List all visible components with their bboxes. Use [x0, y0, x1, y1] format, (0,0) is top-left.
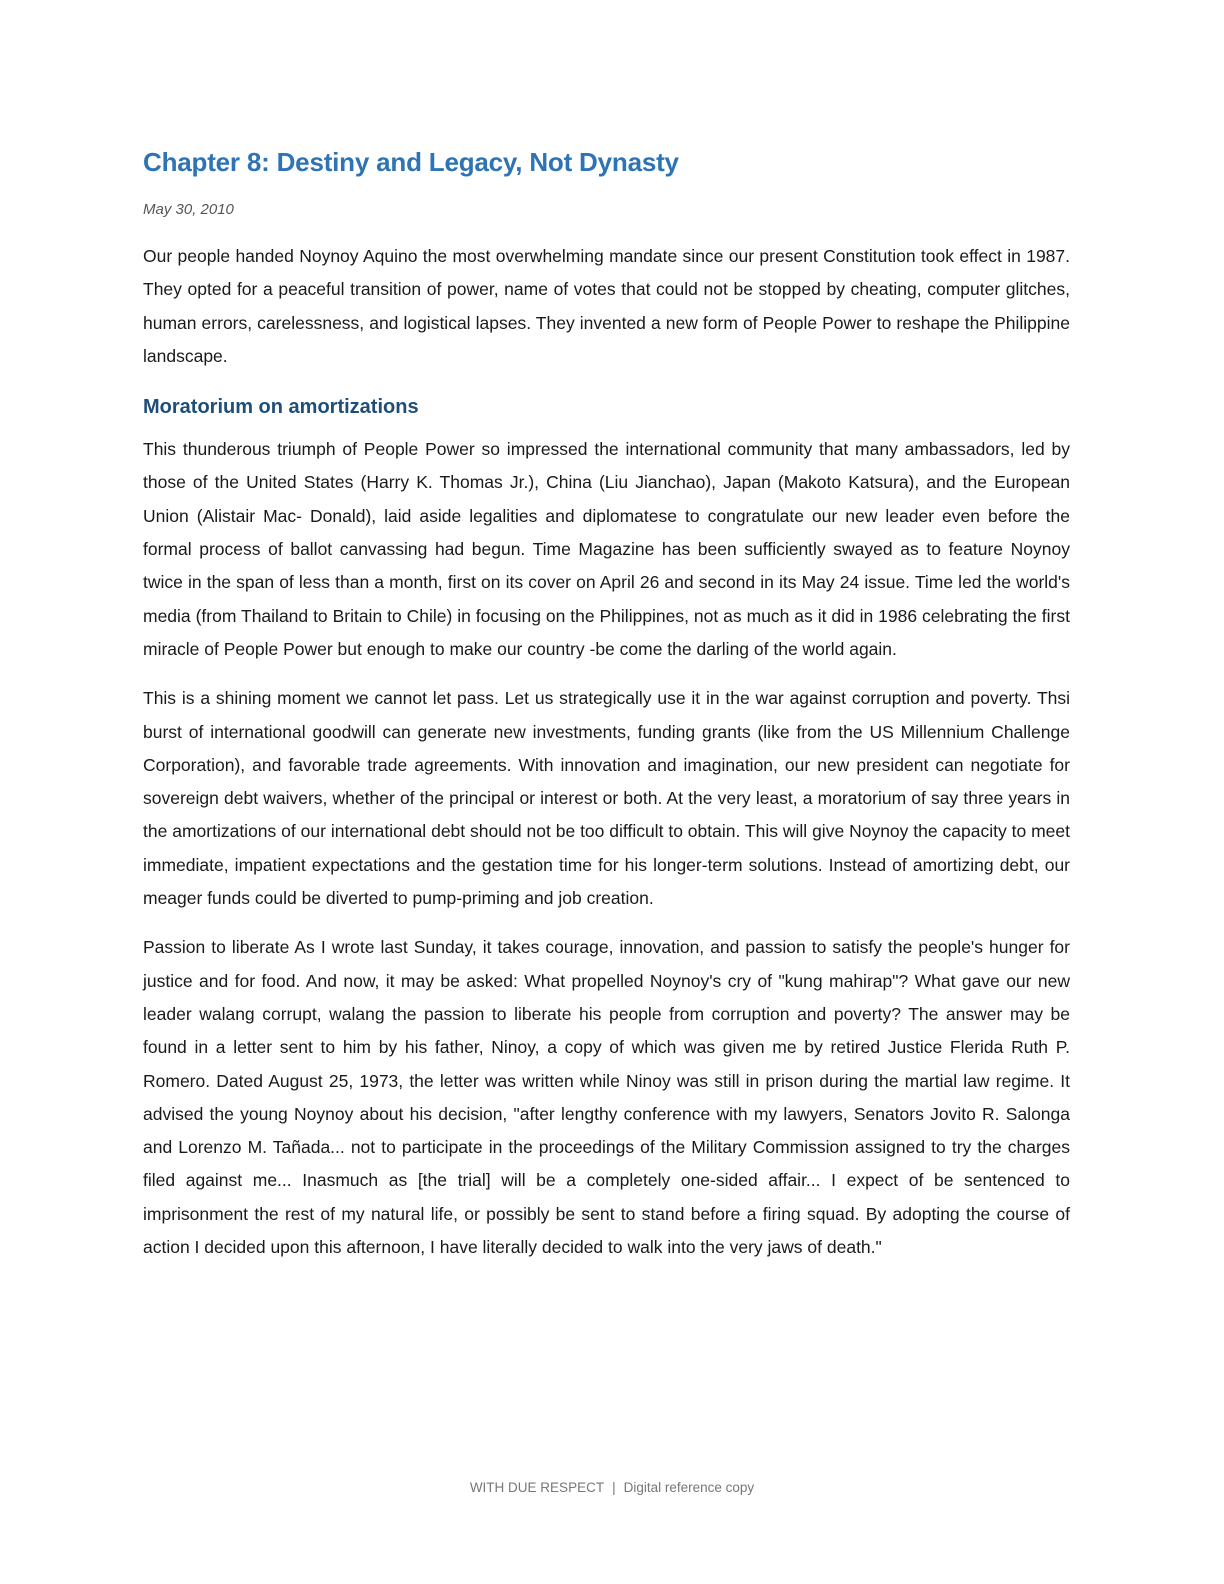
section-heading: Moratorium on amortizations	[143, 396, 419, 419]
footer-copy-note: Digital reference copy	[623, 1480, 755, 1495]
intro-paragraph: Our people handed Noynoy Aquino the most overwhelming mandate since our present Constitution took effect in 1987. They opted for a peaceful transition of power, name of votes that could not be stopped by cheating, computer glitches, human errors, carelessness, and logistical lapses. They invented a new form of People Power to reshape the Philippine landscape.	[143, 246, 1070, 366]
document-page	[143, 138, 1070, 1264]
page-footer	[0, 1478, 1224, 1498]
chapter-title: Chapter 8: Destiny and Legacy, Not Dynasty	[143, 147, 679, 177]
publication-date: May 30, 2010	[143, 201, 234, 218]
body-paragraph-2: This is a shining moment we cannot let pass. Let us strategically use it in the war against corruption and poverty. Thsi burst of international goodwill can generate new investments, funding grants (like from the US Millennium Challenge Corporation), and favorable trade agreements. With innovation and imagination, our new president can negotiate for sovereign debt waivers, whether of the principal or interest or both. At the very least, a moratorium of say three years in the amortizations of our international debt should not be too difficult to obtain. This will give Noynoy the capacity to meet immediate, impatient expectations and the gestation time for his longer-term solutions. Instead of amortizing debt, our meager funds could be diverted to pump-priming and job creation.	[143, 688, 1070, 909]
footer-publication-name: WITH DUE RESPECT	[469, 1480, 605, 1495]
footer-separator: |	[612, 1480, 616, 1495]
body-paragraph-1: This thunderous triumph of People Power so impressed the international community that many ambassadors, led by those of the United States (Harry K. Thomas Jr.), China (Liu Jianchao), Japan (Makoto Katsura), and the European Union (Alistair Mac- Donald), laid aside legalities and diplomatese to congratulate our new leader even before the formal process of ballot canvassing had begun. Time Magazine has been sufficiently swayed as to feature Noynoy twice in the span of less than a month, first on its cover on April 26 and second in its May 24 issue. Time led the world's media (from Thailand to Britain to Chile) in focusing on the Philippines, not as much as it did in 1986 celebrating the first miracle of People Power but enough to make our country -be come the darling of the world again.	[143, 439, 1070, 659]
body-paragraph-3: Passion to liberate As I wrote last Sunday, it takes courage, innovation, and passion to satisfy the people's hunger for justice and for food. And now, it may be asked: What propelled Noynoy's cry of "kung mahirap"? What gave our new leader walang corrupt, walang the passion to liberate his people from corruption and poverty? The answer may be found in a letter sent to him by his father, Ninoy, a copy of which was given me by retired Justice Flerida Ruth P. Romero. Dated August 25, 1973, the letter was written while Ninoy was still in prison during the martial law regime. It advised the young Noynoy about his decision, "after lengthy conference with my lawyers, Senators Jovito R. Salonga and Lorenzo M. Tañada... not to participate in the proceedings of the Military Commission assigned to try the charges filed against me... Inasmuch as [the trial] will be a completely one-sided affair... I expect of be sentenced to imprisonment the rest of my natural life, or possibly be sent to stand before a firing squad. By adopting the course of action I decided upon this afternoon, I have literally decided to walk into the very jaws of death."	[143, 937, 1070, 1258]
